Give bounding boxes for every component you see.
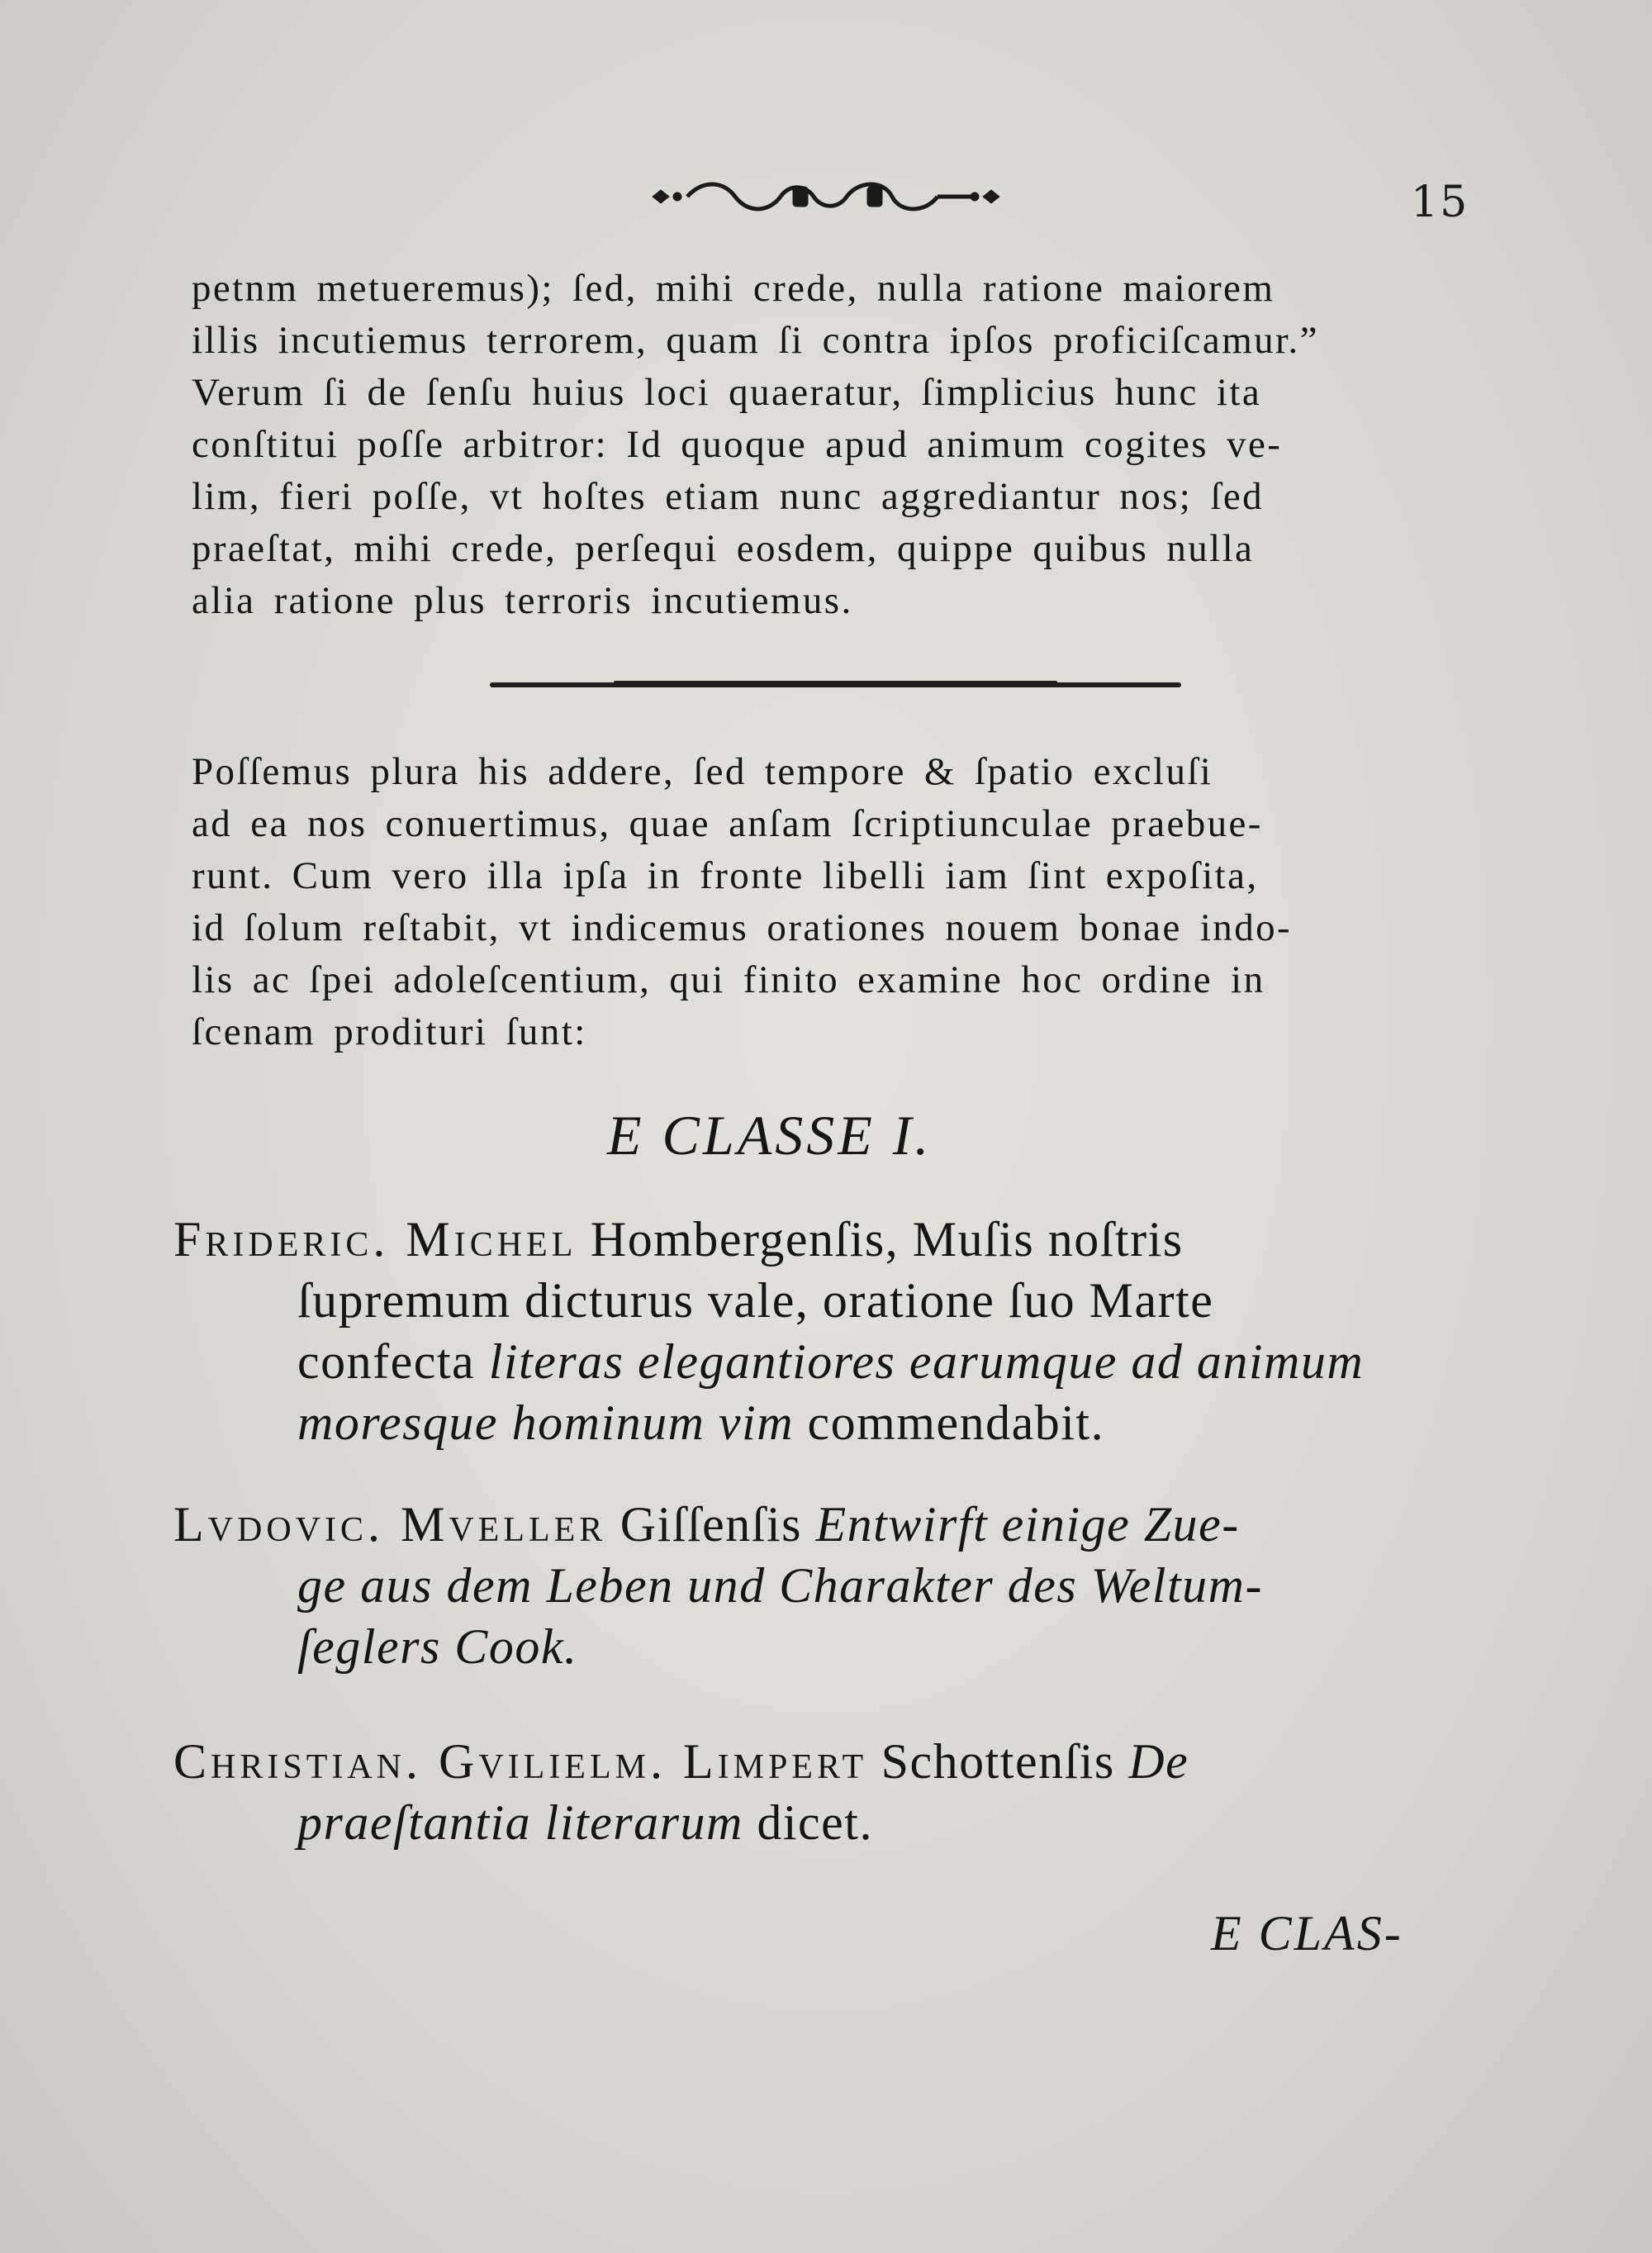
text-line: alia ratione plus terroris incutiemus. bbox=[192, 579, 853, 622]
page-number: 15 bbox=[1411, 178, 1469, 227]
entry-text: Schottenſis bbox=[867, 1734, 1129, 1789]
paragraph-1 bbox=[192, 263, 1460, 627]
text-line: ſcenam prodituri ſunt: bbox=[192, 1010, 587, 1053]
entry-text: confecta bbox=[297, 1334, 489, 1389]
entry-line bbox=[173, 1392, 1462, 1453]
oration-entry-2 bbox=[173, 1494, 1462, 1677]
entry-line bbox=[173, 1494, 1462, 1555]
author-name: Christian. Gvilielm. Limpert bbox=[173, 1734, 868, 1789]
author-name: Lvdovic. Mveller bbox=[173, 1497, 607, 1552]
italic-text: moresque hominum vim bbox=[297, 1395, 795, 1450]
text-line: petnm metueremus); ſed, mihi crede, nulla ratione maiorem bbox=[192, 267, 1275, 310]
paragraph-2 bbox=[192, 746, 1460, 1058]
entry-line bbox=[173, 1270, 1462, 1331]
italic-text: ge aus dem Leben und Charakter des Weltum- bbox=[297, 1558, 1263, 1613]
text-line: conſtitui poſſe arbitror: Id quoque apud animum cogites ve- bbox=[192, 423, 1283, 466]
entry-line bbox=[173, 1555, 1462, 1616]
italic-text: De bbox=[1128, 1734, 1189, 1789]
text-line: lim, fieri poſſe, vt hoſtes etiam nunc aggrediantur nos; ſed bbox=[192, 475, 1265, 518]
ornament-icon bbox=[644, 172, 1008, 221]
text-line: id ſolum reſtabit, vt indicemus orationes nouem bonae indo- bbox=[192, 906, 1293, 949]
text-line: Verum ſi de ſenſu huius loci quaeratur, ſimplicius hunc ita bbox=[192, 371, 1262, 414]
text-line: praeſtat, mihi crede, perſequi eosdem, quippe quibus nulla bbox=[192, 527, 1255, 570]
entry-line bbox=[173, 1792, 1462, 1853]
italic-text: ſeglers Cook. bbox=[297, 1619, 578, 1674]
entry-text: ſupremum dicturus vale, oratione ſuo Marte bbox=[297, 1273, 1214, 1328]
entry-line bbox=[173, 1331, 1462, 1392]
entry-line bbox=[173, 1731, 1462, 1792]
text-line: lis ac ſpei adoleſcentium, qui finito examine hoc ordine in bbox=[192, 958, 1265, 1001]
text-line: illis incutiemus terrorem, quam ſi contra ipſos proficiſcamur.” bbox=[192, 319, 1319, 362]
italic-text: praeſtantia literarum bbox=[297, 1795, 743, 1850]
oration-entry-1 bbox=[173, 1209, 1462, 1453]
author-name: Frideric. Michel bbox=[173, 1212, 577, 1267]
italic-text: Entwirft einige Zue- bbox=[815, 1497, 1240, 1552]
italic-text: literas elegantiores earumque ad animum bbox=[488, 1334, 1365, 1389]
entry-line bbox=[173, 1209, 1462, 1270]
text-line: ad ea nos conuertimus, quae anſam ſcriptiunculae praebue- bbox=[192, 802, 1263, 845]
oration-entry-3 bbox=[173, 1731, 1462, 1853]
text-line: Poſſemus plura his addere, ſed tempore & ſpatio excluſi bbox=[192, 750, 1213, 793]
catchword: E CLAS- bbox=[1211, 1906, 1403, 1961]
section-divider bbox=[490, 682, 1181, 687]
class-heading: E CLASSE I. bbox=[607, 1104, 933, 1167]
entry-line bbox=[173, 1616, 1462, 1677]
entry-text: commendabit. bbox=[794, 1395, 1105, 1450]
entry-text: Hombergenſis, Muſis noſtris bbox=[577, 1212, 1184, 1267]
entry-text: dicet. bbox=[743, 1795, 873, 1850]
text-line: runt. Cum vero illa ipſa in fronte libelli iam ſint expoſita, bbox=[192, 854, 1259, 897]
entry-text: Giſſenſis bbox=[606, 1497, 816, 1552]
